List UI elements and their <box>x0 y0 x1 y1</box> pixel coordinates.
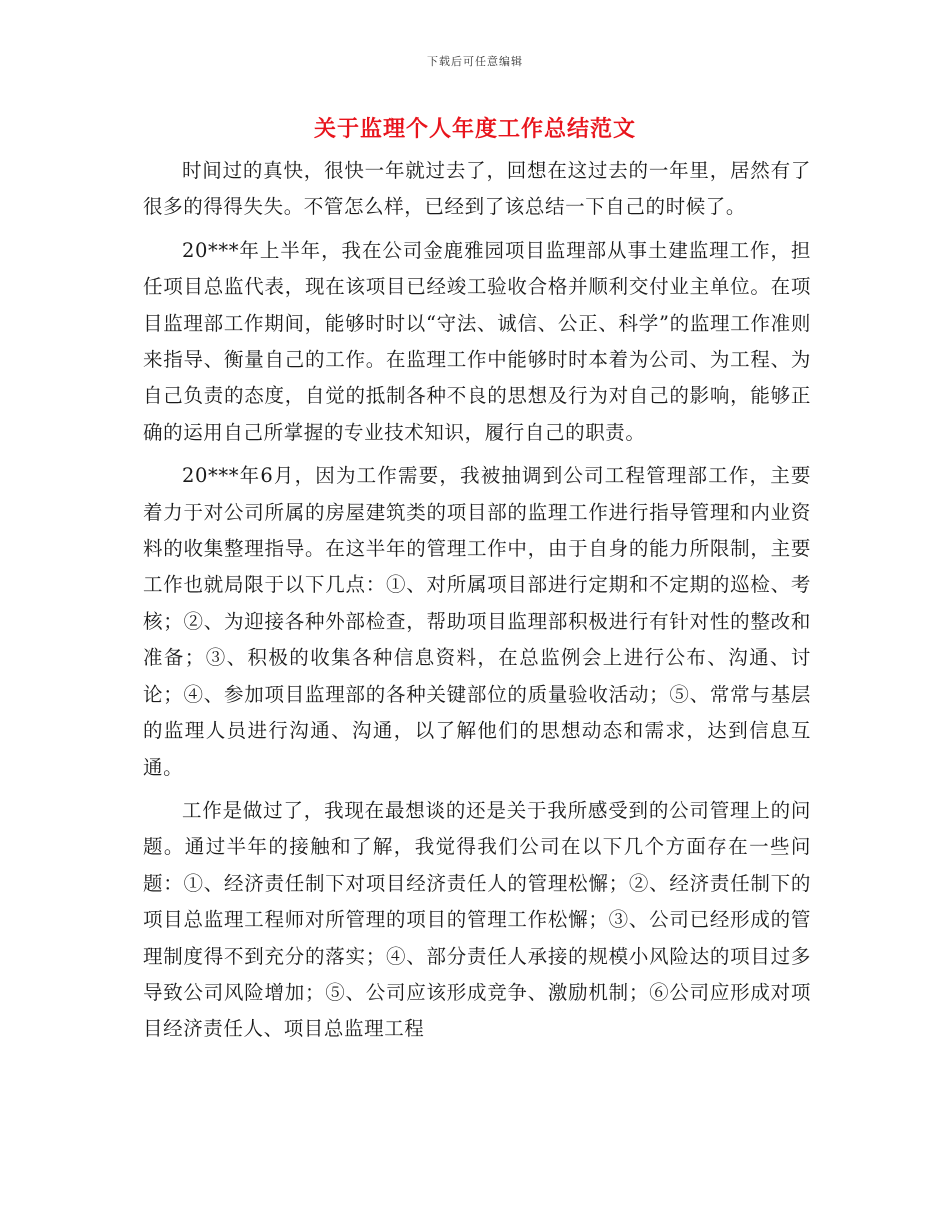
paragraph-2: 20***年上半年，我在公司金鹿雅园项目监理部从事土建监理工作，担任项目总监代表，现在该项目已经竣工验收合格并顺利交付业主单位。在项目监理部工作期间，能够时时以“守法、诚信、公正、科学”的监理工作准则来指导、衡量自己的工作。在监理工作中能够时时本着为公司、为工程、为自己负责的态度，自觉的抵制各种不良的思想及行为对自己的影响，能够正确的运用自己所掌握的专业技术知识，履行自己的职责。 <box>143 238 811 444</box>
paragraph-1: 时间过的真快，很快一年就过去了，回想在这过去的一年里，居然有了很多的得得失失。不管怎么样，已经到了该总结一下自己的时候了。 <box>143 159 811 219</box>
paragraph-4: 工作是做过了，我现在最想谈的还是关于我所感受到的公司管理上的问题。通过半年的接触和了解，我觉得我们公司在以下几个方面存在一些问题：①、经济责任制下对项目经济责任人的管理松懈；②、经济责任制下的项目总监理工程师对所管理的项目的管理工作松懈；③、公司已经形成的管理制度得不到充分的落实；④、部分责任人承接的规模小风险达的项目过多导致公司风险增加；⑤、公司应该形成竞争、激励机制；⑥公司应形成对项目经济责任人、项目总监理工程 <box>143 798 811 1041</box>
paragraph-3: 20***年6月，因为工作需要，我被抽调到公司工程管理部工作，主要着力于对公司所属的房屋建筑类的项目部的监理工作进行指导管理和内业资料的收集整理指导。在这半年的管理工作中，由于自身的能力所限制，主要工作也就局限于以下几点：①、对所属项目部进行定期和不定期的巡检、考核；②、为迎接各种外部检查，帮助项目监理部积极进行有针对性的整改和准备；③、积极的收集各种信息资料，在总监例会上进行公布、沟通、讨论；④、参加项目监理部的各种关键部位的质量验收活动；⑤、常常与基层的监理人员进行沟通、沟通，以了解他们的思想动态和需求，达到信息互通。 <box>143 464 811 779</box>
document-title: 关于监理个人年度工作总结范文 <box>313 116 636 142</box>
document-body <box>143 153 811 1048</box>
header-note: 下载后可任意编辑 <box>427 55 523 68</box>
